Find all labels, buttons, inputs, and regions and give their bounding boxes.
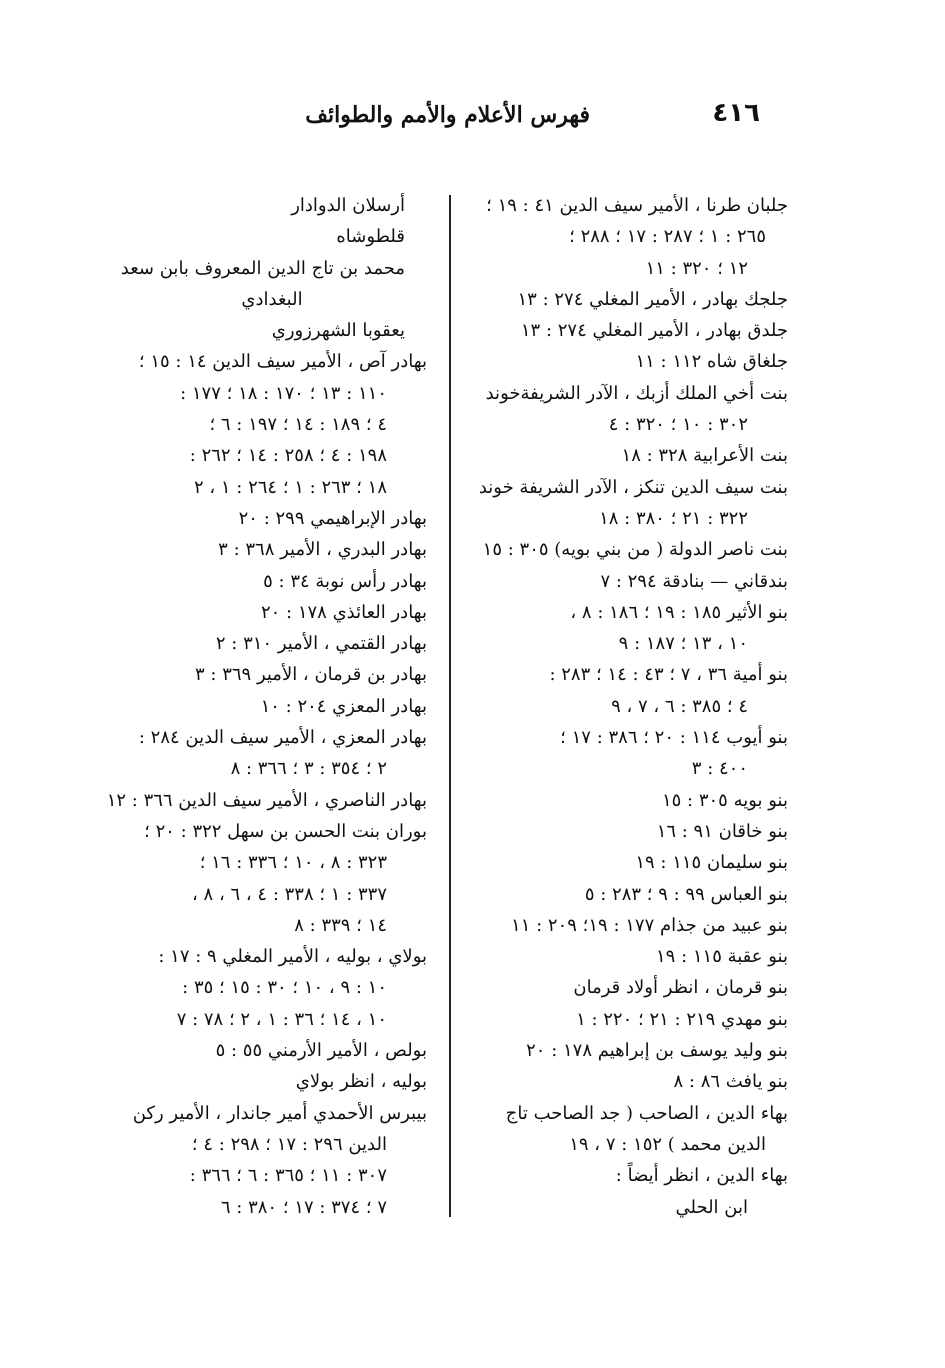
index-entry: بوليه ، انظر بولاي xyxy=(295,1071,427,1093)
index-entry-continuation: ١٤ ؛ ٣٣٩ : ٨ xyxy=(294,914,387,936)
index-entry-continuation: ١٠ ، ١٤ ؛ ٣٦ : ١ ، ٢ ؛ ٧٨ : ٧ xyxy=(176,1008,387,1030)
index-entry-continuation: ٣٠٢ : ١٠ ؛ ٣٢٠ : ٤ xyxy=(608,414,748,436)
index-entry: جلجك بهادر ، الأمير المغلي ٢٧٤ : ١٣ xyxy=(517,288,788,310)
index-entry: بهادر آص ، الأمير سيف الدين ١٤ : ١٥ ؛ xyxy=(138,351,427,373)
index-entry: بيبرس الأحمدي أمير جاندار ، الأمير ركن xyxy=(132,1102,427,1124)
index-entry: بنت سيف الدين تنكز ، الآدر الشريفة خوند xyxy=(478,476,788,498)
index-entry: بهادر القتمي ، الأمير ٣١٠ : ٢ xyxy=(215,633,427,655)
index-entry: بولص ، الأمير الأرمني ٥٥ : ٥ xyxy=(215,1040,427,1062)
index-entry-continuation: ١٩٨ : ٤ ؛ ٢٥٨ : ١٤ ؛ ٢٦٢ : xyxy=(189,445,387,467)
index-entry-continuation: محمد بن تاج الدين المعروف بابن سعد xyxy=(120,257,405,279)
index-entry: جلدق بهادر ، الأمير المغلي ٢٧٤ : ١٣ xyxy=(520,320,788,342)
index-column-left xyxy=(106,190,427,1223)
index-entry: بهادر البدري ، الأمير ٣٦٨ : ٣ xyxy=(218,539,427,561)
index-entry: بنو أيوب ١١٤ : ٢٠ ؛ ٣٨٦ : ١٧ ؛ xyxy=(560,727,788,749)
index-entry: بنت أخي الملك أزبك ، الآدر الشريفةخوند xyxy=(485,382,788,404)
index-entry: بنت الأعرابية ٣٢٨ : ١٨ xyxy=(621,445,788,467)
index-entry: بهادر المعزي ٢٠٤ : ١٠ xyxy=(260,695,427,717)
index-entry-continuation: ٧ ؛ ٣٧٤ : ١٧ ؛ ٣٨٠ : ٦ xyxy=(220,1196,387,1218)
index-entry: بنو مهدي ٢١٩ : ٢١ ؛ ٢٢٠ : ١ xyxy=(576,1008,788,1030)
index-entry: بنو عبيد من جذام ١٧٧ : ١٩؛ ٢٠٩ : ١١ xyxy=(511,914,788,936)
index-entry-continuation: ٤٠٠ : ٣ xyxy=(691,758,748,780)
index-entry: بنو عقبة ١١٥ : ١٩ xyxy=(656,946,788,968)
index-entry-continuation: ٣٠٧ : ١١ ؛ ٣٦٥ : ٦ ؛ ٣٦٦ : xyxy=(189,1165,387,1187)
index-entry-continuation: أرسلان الدوادار xyxy=(291,195,405,216)
index-entry: بهادر رأس نوبة ٣٤ : ٥ xyxy=(263,570,427,592)
index-entry: جلبان طرنا ، الأمير سيف الدين ٤١ : ١٩ ؛ xyxy=(486,195,788,216)
index-entry-continuation: الدين ٢٩٦ : ١٧ ؛ ٢٩٨ : ٤ ؛ xyxy=(191,1133,387,1155)
index-entry: بنو أمية ٣٦ ، ٧ ؛ ٤٣ : ١٤ ؛ ٢٨٣ : xyxy=(549,664,788,686)
index-entry: بهادر بن قرمان ، الأمير ٣٦٩ : ٣ xyxy=(195,664,427,686)
index-entry: بندقاني — بنادقة ٢٩٤ : ٧ xyxy=(600,570,788,592)
index-entry-continuation: ٤ ؛ ١٨٩ : ١٤ ؛ ١٩٧ : ٦ ؛ xyxy=(209,414,387,436)
index-entry: بنو يافث ٨٦ : ٨ xyxy=(673,1071,788,1093)
index-entry: بهاء الدين ، انظر أيضاً : xyxy=(615,1165,788,1187)
page-title: فهرس الأعلام والأمم والطوائف xyxy=(305,102,590,128)
index-entry-continuation: قلطوشاه xyxy=(336,226,405,248)
index-entry: بنو العباس ٩٩ : ٩ ؛ ٢٨٣ : ٥ xyxy=(584,883,788,905)
index-entry-continuation: ١٠ ، ١٣ ؛ ١٨٧ : ٩ xyxy=(618,633,748,655)
column-divider xyxy=(449,195,451,1217)
index-column-right xyxy=(478,190,788,1223)
index-entry: بوران بنت الحسن بن سهل ٣٢٢ : ٢٠ ؛ xyxy=(144,820,427,842)
index-entry: بهاء الدين ، الصاحب ( جد الصاحب تاج xyxy=(505,1102,788,1124)
index-entry-continuation: ٣٣٧ : ١ ؛ ٣٣٨ : ٤ ، ٦ ، ٨ ، xyxy=(192,883,387,905)
index-entry-continuation: ابن الحلي xyxy=(675,1196,748,1218)
index-entry: بنو قرمان ، انظر أولاد قرمان xyxy=(573,977,788,999)
index-entry-continuation: ١١٠ : ١٣ ؛ ١٧٠ : ١٨ ؛ ١٧٧ : xyxy=(180,382,387,404)
index-entry: بنت ناصر الدولة ( من بني بويه) ٣٠٥ : ١٥ xyxy=(482,539,788,561)
index-entry: جلغاق شاه ١١٢ : ١١ xyxy=(635,351,788,373)
index-entry: بهادر الناصري ، الأمير سيف الدين ٣٦٦ : ١٢ xyxy=(106,789,427,811)
index-entry: بهادر الإبراهيمي ٢٩٩ : ٢٠ xyxy=(238,507,427,529)
index-entry-continuation: يعقوبا الشهرزوري xyxy=(271,320,405,342)
index-entry-continuation: ٤ ؛ ٣٨٥ : ٦ ، ٧ ، ٩ xyxy=(611,695,748,717)
index-entry-continuation: ٢ ؛ ٣٥٤ : ٣ ؛ ٣٦٦ : ٨ xyxy=(230,758,387,780)
index-entry-continuation: ٣٢٢ : ٢١ ؛ ٣٨٠ : ١٨ xyxy=(599,507,748,529)
index-entry: بولاي ، بوليه ، الأمير المغلي ٩ : ١٧ : xyxy=(158,946,427,968)
index-entry-continuation: ١٠ : ٩ ، ١٠ ؛ ٣٠ : ١٥ ؛ ٣٥ : xyxy=(182,977,387,999)
index-entry: بنو بويه ٣٠٥ : ١٥ xyxy=(661,789,788,811)
index-entry: بنو وليد يوسف بن إبراهيم ١٧٨ : ٢٠ xyxy=(526,1040,788,1062)
index-entry: بنو سليمان ١١٥ : ١٩ xyxy=(635,852,788,874)
index-entry-continuation: ٢٦٥ : ١ ؛ ٢٨٧ : ١٧ ؛ ٢٨٨ ؛ xyxy=(569,226,766,248)
index-entry-continuation: ١٨ ؛ ٢٦٣ : ١ ؛ ٢٦٤ : ١ ، ٢ xyxy=(193,476,387,498)
index-entry-continuation: ١٢ ؛ ٣٢٠ : ١١ xyxy=(645,257,748,279)
index-entry: بنو خاقان ٩١ : ١٦ xyxy=(656,820,788,842)
page-number: ٤١٦ xyxy=(712,98,760,128)
index-entry: بهادر المعزي ، الأمير سيف الدين ٢٨٤ : xyxy=(138,727,427,749)
index-entry-continuation: ٣٢٣ : ٨ ، ١٠ ؛ ٣٣٦ : ١٦ ؛ xyxy=(199,852,387,874)
page-header xyxy=(305,98,760,138)
index-entry-continuation: البغدادي xyxy=(241,288,303,310)
index-entry-continuation: الدين محمد ) ١٥٢ : ٧ ، ١٩ xyxy=(569,1133,766,1155)
index-entry: بنو الأثير ١٨٥ : ١٩ ؛ ١٨٦ : ٨ ، xyxy=(570,601,788,623)
index-entry: بهادر العائذي ١٧٨ : ٢٠ xyxy=(260,601,427,623)
